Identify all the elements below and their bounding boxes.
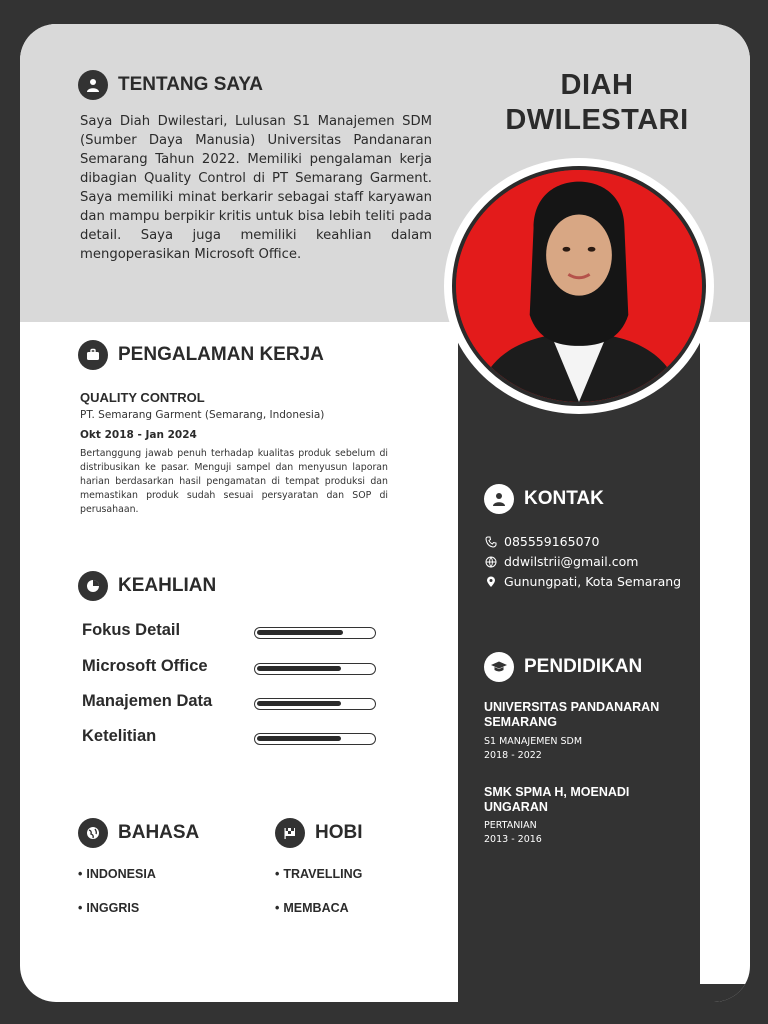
person-icon bbox=[78, 70, 108, 100]
location-pin-icon bbox=[484, 575, 497, 588]
experience-heading bbox=[78, 340, 324, 370]
contact-email bbox=[484, 554, 638, 569]
language-item: • INDONESIA bbox=[78, 867, 156, 881]
skill-fill bbox=[257, 736, 341, 741]
skill-bar bbox=[254, 663, 376, 675]
job-description: Bertanggung jawab penuh terhadap kualitas produk sebelum di distribusikan ke pasar. Menguji sampel dan menyusun laporan harian berdasarkan hasil pengamatan di tempat produksi dan memastikan produk sudah sesuai persyaratan dan SOP di perusahaan. bbox=[80, 448, 388, 515]
globe-email-icon bbox=[484, 555, 497, 568]
phone-text: 085559165070 bbox=[504, 534, 600, 549]
name-line-1: DIAH bbox=[560, 69, 634, 101]
hobbies-title: HOBI bbox=[315, 822, 363, 843]
skill-label: Microsoft Office bbox=[82, 657, 208, 675]
profile-photo bbox=[452, 166, 706, 406]
skill-bar bbox=[254, 627, 376, 639]
skill-label: Manajemen Data bbox=[82, 692, 213, 710]
education-title: PENDIDIKAN bbox=[524, 656, 643, 677]
education-program: PERTANIAN bbox=[484, 820, 537, 831]
person-name bbox=[460, 68, 734, 138]
experience-title: PENGALAMAN KERJA bbox=[118, 344, 324, 365]
education-years: 2018 - 2022 bbox=[484, 750, 542, 761]
languages-heading bbox=[78, 818, 199, 848]
skill-label: Ketelitian bbox=[82, 727, 157, 745]
contact-location bbox=[484, 574, 681, 589]
graduation-cap-icon bbox=[484, 652, 514, 682]
skills-heading bbox=[78, 571, 216, 601]
contact-title: KONTAK bbox=[524, 488, 604, 509]
globe-icon bbox=[78, 818, 108, 848]
contact-phone bbox=[484, 534, 599, 549]
skill-fill bbox=[257, 630, 343, 635]
location-text: Gunungpati, Kota Semarang bbox=[504, 574, 682, 589]
portrait-illustration bbox=[456, 170, 702, 402]
job-title: QUALITY CONTROL bbox=[80, 390, 205, 405]
skill-row bbox=[80, 692, 400, 714]
phone-icon bbox=[484, 535, 497, 548]
flag-icon bbox=[275, 818, 305, 848]
education-school: SMK SPMA H, MOENADI UNGARAN bbox=[484, 785, 630, 814]
skill-fill bbox=[257, 701, 341, 706]
job-period: Okt 2018 - Jan 2024 bbox=[80, 429, 197, 441]
about-text: Saya Diah Dwilestari, Lulusan S1 Manajemen SDM (Sumber Daya Manusia) Universitas Pandanaran Semarang Tahun 2022. Memiliki pengalaman kerja dibagian Quality Control di PT Semarang Garment. Saya memiliki minat berkarir sebagai staff karyawan dan mampu berpikir kritis untuk bisa lebih teliti pada detail. Saya juga memiliki keahlian dalam mengoperasikan Microsoft Office. bbox=[80, 114, 432, 262]
about-heading bbox=[78, 70, 263, 100]
hobby-item: • MEMBACA bbox=[275, 901, 349, 915]
education-school: UNIVERSITAS PANDANARAN SEMARANG bbox=[484, 700, 660, 729]
bottom-strip bbox=[458, 984, 750, 1002]
skill-row bbox=[80, 727, 400, 749]
skill-bar bbox=[254, 698, 376, 710]
about-title: TENTANG SAYA bbox=[118, 74, 263, 95]
skill-fill bbox=[257, 666, 341, 671]
education-years: 2013 - 2016 bbox=[484, 834, 542, 845]
pie-chart-icon bbox=[78, 571, 108, 601]
name-line-2: DWILESTARI bbox=[505, 104, 689, 136]
contact-heading bbox=[484, 484, 604, 514]
languages-title: BAHASA bbox=[118, 822, 200, 843]
briefcase-icon bbox=[78, 340, 108, 370]
skill-row bbox=[80, 621, 400, 643]
education-program: S1 MANAJEMEN SDM bbox=[484, 736, 583, 747]
language-item: • INGGRIS bbox=[78, 901, 139, 915]
skill-row bbox=[80, 657, 400, 679]
resume-card bbox=[20, 24, 750, 1002]
hobbies-heading bbox=[275, 818, 363, 848]
email-text[interactable]: ddwilstrii@gmail.com bbox=[504, 554, 639, 569]
skill-bar bbox=[254, 733, 376, 745]
skill-label: Fokus Detail bbox=[82, 621, 181, 639]
contact-person-icon bbox=[484, 484, 514, 514]
job-company: PT. Semarang Garment (Semarang, Indonesia) bbox=[80, 409, 325, 421]
skills-title: KEAHLIAN bbox=[118, 575, 217, 596]
education-heading bbox=[484, 652, 642, 682]
hobby-item: • TRAVELLING bbox=[275, 867, 362, 881]
